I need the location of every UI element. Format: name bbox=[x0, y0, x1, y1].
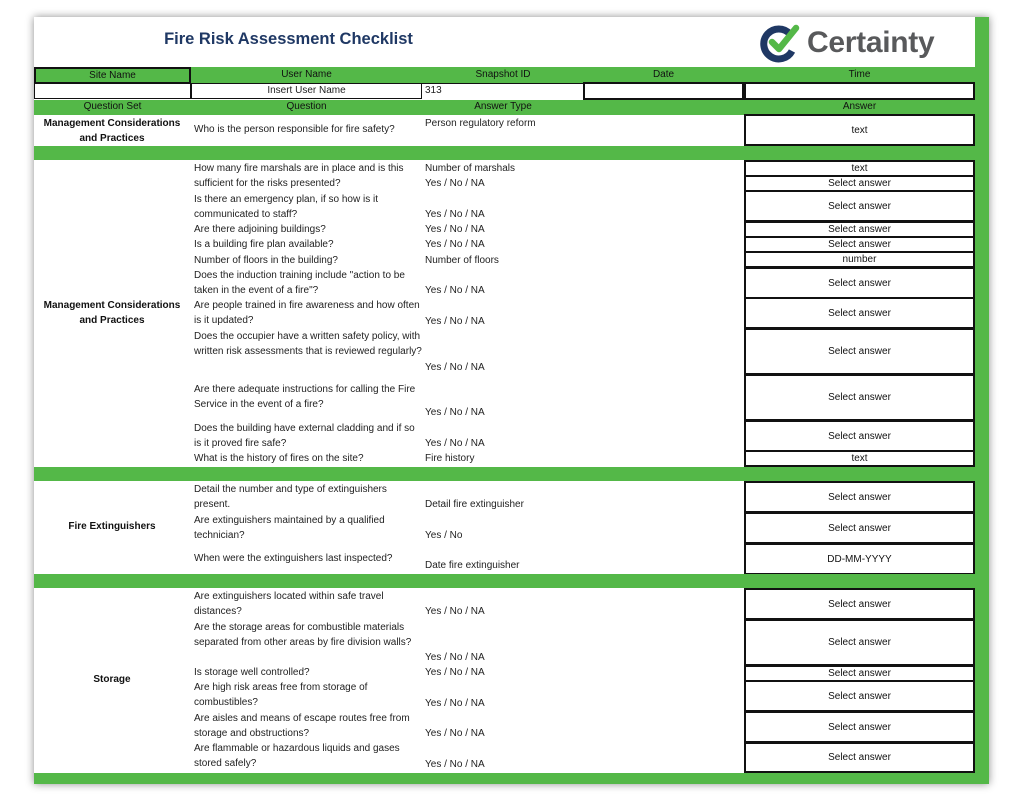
checklist-sheet bbox=[34, 17, 989, 784]
question-text: Are there adequate instructions for calling the Fire Service in the event of a fire? bbox=[194, 384, 416, 411]
answer-type: Yes / No / NA bbox=[425, 438, 485, 449]
logo-text: Certainty bbox=[807, 26, 935, 59]
answer-field[interactable]: Select answer bbox=[744, 221, 975, 238]
answer-type: Yes / No / NA bbox=[425, 209, 485, 220]
answer-type: Fire history bbox=[425, 453, 475, 464]
section-divider bbox=[34, 574, 975, 588]
answer-field[interactable]: Select answer bbox=[744, 297, 975, 329]
answer-field[interactable]: text bbox=[744, 450, 975, 467]
answer-field[interactable]: Select answer bbox=[744, 328, 975, 375]
question-text: When were the extinguishers last inspected? bbox=[194, 553, 393, 564]
answer-field[interactable]: Select answer bbox=[744, 742, 975, 773]
answer-type: Yes / No / NA bbox=[425, 285, 485, 296]
answer-field[interactable]: Select answer bbox=[744, 711, 975, 743]
certainty-logo-icon bbox=[759, 22, 801, 64]
question-text: Is storage well controlled? bbox=[194, 667, 310, 678]
answer-field[interactable]: text bbox=[744, 114, 975, 146]
answer-type: Yes / No / NA bbox=[425, 759, 485, 770]
question-text: Are aisles and means of escape routes free from storage and obstructions? bbox=[194, 713, 410, 740]
answer-type: Yes / No / NA bbox=[425, 407, 485, 418]
question-text: Does the induction training include "action to be taken in the event of a fire"? bbox=[194, 270, 405, 297]
section-category: Management Considerations and Practices bbox=[43, 118, 181, 144]
question-text: Is there an emergency plan, if so how is it communicated to staff? bbox=[194, 194, 378, 221]
answer-type: Yes / No / NA bbox=[425, 667, 485, 678]
question-text: Does the occupier have a written safety policy, with written risk assessments that is reviewed regularly? bbox=[194, 331, 422, 358]
answer-field[interactable]: number bbox=[744, 251, 975, 268]
answer-field[interactable]: Select answer bbox=[744, 588, 975, 620]
answer-field[interactable]: DD-MM-YYYY bbox=[744, 543, 975, 575]
section-category: Management Considerations and Practices bbox=[43, 300, 181, 326]
snapshot-id-field[interactable]: 313 bbox=[422, 83, 583, 99]
answer-type: Person regulatory reform bbox=[425, 118, 536, 129]
answer-field[interactable]: text bbox=[744, 160, 975, 177]
answer-type: Yes / No / NA bbox=[425, 316, 485, 327]
site-name-label: Site Name bbox=[34, 67, 191, 84]
answer-type: Yes / No / NA bbox=[425, 362, 485, 373]
title-area bbox=[34, 17, 975, 67]
answer-field[interactable]: Select answer bbox=[744, 665, 975, 682]
answer-field[interactable]: Select answer bbox=[744, 680, 975, 712]
question-text: Are high risk areas free from storage of combustibles? bbox=[194, 682, 368, 709]
question-text: Are there adjoining buildings? bbox=[194, 224, 326, 235]
section-category: Fire Extinguishers bbox=[68, 521, 156, 532]
answer-type: Yes / No / NA bbox=[425, 239, 485, 250]
answer-field[interactable]: Select answer bbox=[744, 267, 975, 299]
section-divider bbox=[34, 146, 975, 160]
snapshot-id-label: Snapshot ID bbox=[475, 69, 531, 80]
answer-type: Yes / No / NA bbox=[425, 606, 485, 617]
answer-field[interactable]: Select answer bbox=[744, 512, 975, 544]
answer-type: Date fire extinguisher bbox=[425, 560, 520, 571]
col-question-set: Question Set bbox=[83, 101, 142, 112]
answer-field[interactable]: Select answer bbox=[744, 236, 975, 253]
answer-type: Yes / No / NA bbox=[425, 178, 485, 189]
question-text: Are flammable or hazardous liquids and gases stored safely? bbox=[194, 743, 400, 770]
user-name-field[interactable]: Insert User Name bbox=[191, 83, 422, 99]
answer-type: Yes / No bbox=[425, 530, 463, 541]
certainty-logo bbox=[759, 21, 934, 65]
answer-type: Yes / No / NA bbox=[425, 698, 485, 709]
question-text: Number of floors in the building? bbox=[194, 255, 338, 266]
question-text: How many fire marshals are in place and is this sufficient for the risks presented? bbox=[194, 163, 404, 190]
answer-field[interactable]: Select answer bbox=[744, 420, 975, 452]
question-text: What is the history of fires on the site? bbox=[194, 453, 364, 464]
question-text: Are extinguishers maintained by a qualified technician? bbox=[194, 515, 385, 542]
section-divider bbox=[34, 467, 975, 481]
answer-field[interactable]: Select answer bbox=[744, 175, 975, 192]
col-answer: Answer bbox=[842, 101, 877, 112]
question-text: Detail the number and type of extinguishers present. bbox=[194, 484, 387, 511]
question-text: Does the building have external cladding and if so is it proved fire safe? bbox=[194, 423, 415, 450]
col-question: Question bbox=[286, 101, 327, 112]
question-text: Are extinguishers located within safe travel distances? bbox=[194, 591, 384, 618]
date-field[interactable] bbox=[583, 82, 744, 100]
footer-band bbox=[34, 773, 975, 784]
question-text: Is a building fire plan available? bbox=[194, 239, 334, 250]
user-name-label: User Name bbox=[281, 69, 332, 80]
col-answer-type: Answer Type bbox=[474, 101, 532, 112]
answer-type: Yes / No / NA bbox=[425, 652, 485, 663]
answer-field[interactable]: Select answer bbox=[744, 190, 975, 222]
time-field[interactable] bbox=[744, 82, 975, 100]
answer-field[interactable]: Select answer bbox=[744, 374, 975, 421]
question-text: Who is the person responsible for fire safety? bbox=[194, 124, 395, 135]
date-label: Date bbox=[652, 69, 675, 80]
question-text: Are people trained in fire awareness and how often is it updated? bbox=[194, 300, 420, 327]
answer-field[interactable]: Select answer bbox=[744, 481, 975, 513]
section-category: Storage bbox=[93, 674, 131, 685]
answer-type: Number of floors bbox=[425, 255, 499, 266]
answer-type: Yes / No / NA bbox=[425, 224, 485, 235]
time-label: Time bbox=[848, 69, 871, 80]
answer-type: Number of marshals bbox=[425, 163, 516, 174]
question-text: Are the storage areas for combustible materials separated from other areas by fire division walls? bbox=[194, 622, 412, 649]
site-name-field[interactable] bbox=[34, 83, 191, 99]
answer-type: Yes / No / NA bbox=[425, 728, 485, 739]
answer-type: Detail fire extinguisher bbox=[425, 499, 524, 510]
answer-field[interactable]: Select answer bbox=[744, 619, 975, 666]
page-title: Fire Risk Assessment Checklist bbox=[164, 30, 413, 48]
